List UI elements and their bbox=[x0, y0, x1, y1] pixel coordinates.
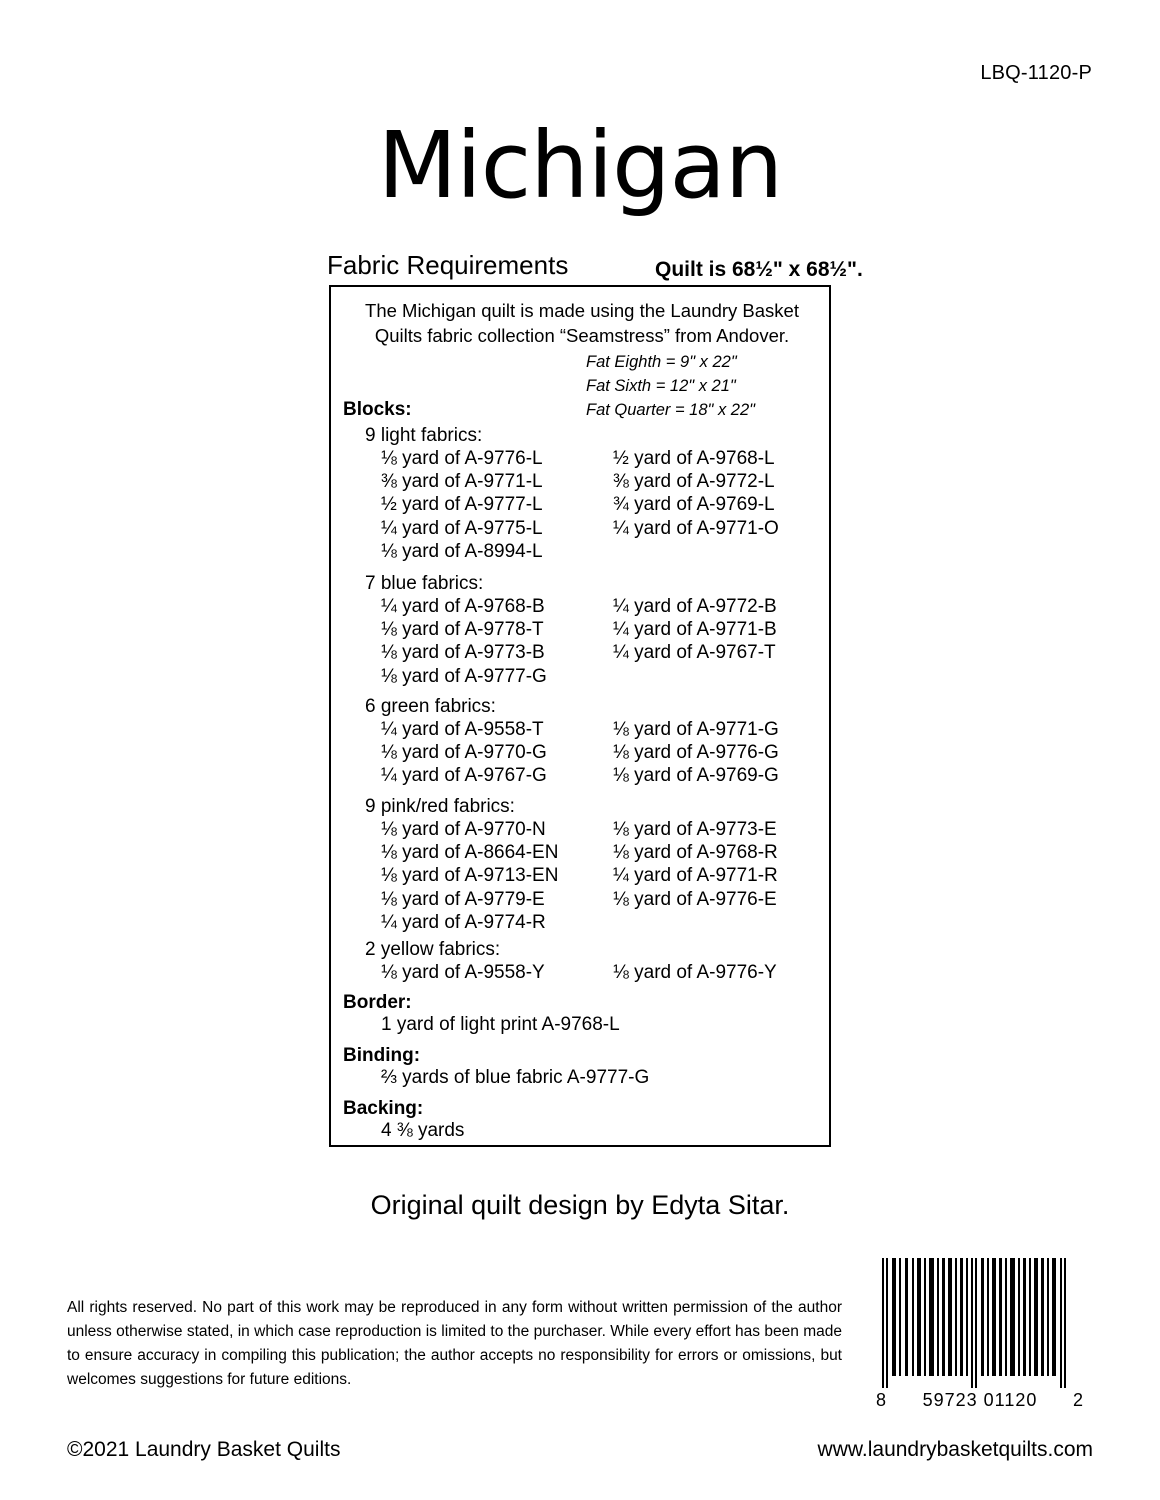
group-blue-left bbox=[381, 595, 547, 688]
group-pink-red-title: 9 pink/red fabrics: bbox=[365, 796, 515, 817]
fabric-item: ¾ yard of A-9769-L bbox=[613, 494, 775, 516]
group-green-left bbox=[381, 718, 547, 788]
group-light-title: 9 light fabrics: bbox=[365, 425, 483, 446]
fabric-item: ½ yard of A-9777-L bbox=[381, 494, 543, 516]
group-blue-title: 7 blue fabrics: bbox=[365, 573, 484, 594]
fat-sixth-note: Fat Sixth = 12" x 21" bbox=[586, 376, 736, 395]
fabric-item: ⅛ yard of A-9713-EN bbox=[381, 865, 559, 887]
barcode-right-digit: 2 bbox=[1072, 1390, 1084, 1410]
fabric-item: ⅛ yard of A-9773-B bbox=[381, 642, 545, 664]
fabric-item: ⅛ yard of A-9776-L bbox=[381, 448, 543, 469]
group-blue bbox=[343, 573, 821, 700]
blocks-heading-wrap bbox=[343, 399, 821, 421]
group-light-columns bbox=[343, 447, 821, 575]
fabric-item: ¼ yard of A-9771-R bbox=[613, 865, 778, 887]
fabric-item: ¼ yard of A-9771-O bbox=[613, 517, 779, 539]
group-green-right bbox=[613, 718, 779, 788]
quilt-size-label: Quilt is 68½" x 68½". bbox=[655, 258, 863, 281]
group-yellow-columns bbox=[343, 961, 821, 991]
group-green-columns bbox=[343, 718, 821, 800]
fabric-requirements-box bbox=[329, 285, 831, 1147]
fabric-item: ¼ yard of A-9767-G bbox=[381, 765, 547, 787]
backing-value: 4 ⅜ yards bbox=[381, 1120, 465, 1141]
group-light bbox=[343, 425, 821, 575]
fabric-requirements-heading: Fabric Requirements bbox=[327, 250, 569, 280]
fabric-item: ⅛ yard of A-8994-L bbox=[381, 540, 543, 562]
group-pink-red-columns bbox=[343, 818, 821, 946]
barcode-middle-digits: 59723 01120 bbox=[922, 1390, 1038, 1410]
fabric-item: ¼ yard of A-9774-R bbox=[381, 911, 546, 933]
binding-value: ⅔ yards of blue fabric A-9777-G bbox=[381, 1067, 650, 1088]
legal-notice: All rights reserved. No part of this work may be reproduced in any form without written permission of the author unless otherwise stated, in which case reproduction is limited to the purchaser. While every effort has been made to ensure accuracy in compiling this publication; the author accepts no responsibility for errors or omissions, but welcomes suggestions for future editions. bbox=[67, 1299, 842, 1389]
backing-section bbox=[343, 1098, 821, 1142]
fabric-item: ⅛ yard of A-9558-Y bbox=[381, 962, 545, 983]
fabric-item: ⅛ yard of A-9779-E bbox=[381, 888, 545, 910]
group-blue-columns bbox=[343, 595, 821, 700]
designer-credit: Original quilt design by Edyta Sitar. bbox=[370, 1190, 790, 1220]
group-light-right bbox=[613, 447, 779, 540]
fabric-item: ⅛ yard of A-9769-G bbox=[613, 765, 779, 787]
fabric-item: ⅜ yard of A-9772-L bbox=[613, 471, 775, 493]
group-yellow-right bbox=[613, 961, 777, 984]
fabric-item: ¼ yard of A-9558-T bbox=[381, 719, 544, 740]
fabric-item: ⅛ yard of A-9771-G bbox=[613, 719, 779, 740]
barcode-digits bbox=[876, 1390, 1084, 1411]
fabric-item: ⅛ yard of A-9776-E bbox=[613, 888, 777, 910]
group-yellow-left bbox=[381, 961, 545, 984]
fabric-item: ⅛ yard of A-9773-E bbox=[613, 819, 777, 840]
copyright-notice: ©2021 Laundry Basket Quilts bbox=[67, 1438, 341, 1461]
fabric-item: ⅛ yard of A-9778-T bbox=[381, 619, 544, 641]
product-sku: LBQ-1120-P bbox=[980, 62, 1092, 84]
border-section bbox=[343, 992, 821, 1036]
fabric-item: ⅛ yard of A-9776-Y bbox=[613, 962, 777, 983]
fabric-item: ⅛ yard of A-8664-EN bbox=[381, 842, 559, 864]
fabric-item: ½ yard of A-9768-L bbox=[613, 448, 775, 469]
page-title: Michigan bbox=[377, 112, 783, 219]
border-label: Border: bbox=[343, 992, 412, 1013]
group-green-title: 6 green fabrics: bbox=[365, 696, 496, 717]
fabric-item: ⅜ yard of A-9771-L bbox=[381, 471, 543, 493]
backing-label: Backing: bbox=[343, 1098, 424, 1119]
group-blue-right bbox=[613, 595, 777, 665]
group-yellow bbox=[343, 939, 821, 991]
fabric-item: ⅛ yard of A-9777-G bbox=[381, 665, 547, 687]
fat-quarter-note: Fat Quarter = 18" x 22" bbox=[586, 400, 756, 419]
fabric-item: ¼ yard of A-9771-B bbox=[613, 619, 777, 641]
group-pink-red-left bbox=[381, 818, 558, 934]
fabric-item: ¼ yard of A-9768-B bbox=[381, 596, 545, 617]
binding-label: Binding: bbox=[343, 1045, 421, 1066]
website-url[interactable]: www.laundrybasketquilts.com bbox=[817, 1438, 1093, 1461]
collection-intro: The Michigan quilt is made using the Laundry Basket Quilts fabric collection “Seamstress” from Andover. bbox=[365, 300, 799, 346]
group-pink-red bbox=[343, 796, 821, 946]
group-green bbox=[343, 696, 821, 800]
barcode-left-digit: 8 bbox=[876, 1390, 888, 1410]
fat-eighth-note: Fat Eighth = 9" x 22" bbox=[586, 353, 737, 371]
group-light-left bbox=[381, 447, 543, 563]
barcode-image bbox=[876, 1258, 1084, 1388]
fabric-item: ⅛ yard of A-9768-R bbox=[613, 842, 778, 864]
fabric-item: ⅛ yard of A-9770-N bbox=[381, 819, 546, 840]
group-yellow-title: 2 yellow fabrics: bbox=[365, 939, 501, 960]
blocks-heading: Blocks: bbox=[343, 399, 412, 420]
border-value: 1 yard of light print A-9768-L bbox=[381, 1014, 620, 1035]
group-pink-red-right bbox=[613, 818, 778, 911]
binding-section bbox=[343, 1045, 821, 1089]
barcode bbox=[876, 1258, 1084, 1411]
fabric-item: ¼ yard of A-9772-B bbox=[613, 596, 777, 617]
fabric-item: ⅛ yard of A-9770-G bbox=[381, 742, 547, 764]
fabric-item: ¼ yard of A-9767-T bbox=[613, 642, 776, 664]
fabric-item: ¼ yard of A-9775-L bbox=[381, 517, 543, 539]
fabric-item: ⅛ yard of A-9776-G bbox=[613, 742, 779, 764]
